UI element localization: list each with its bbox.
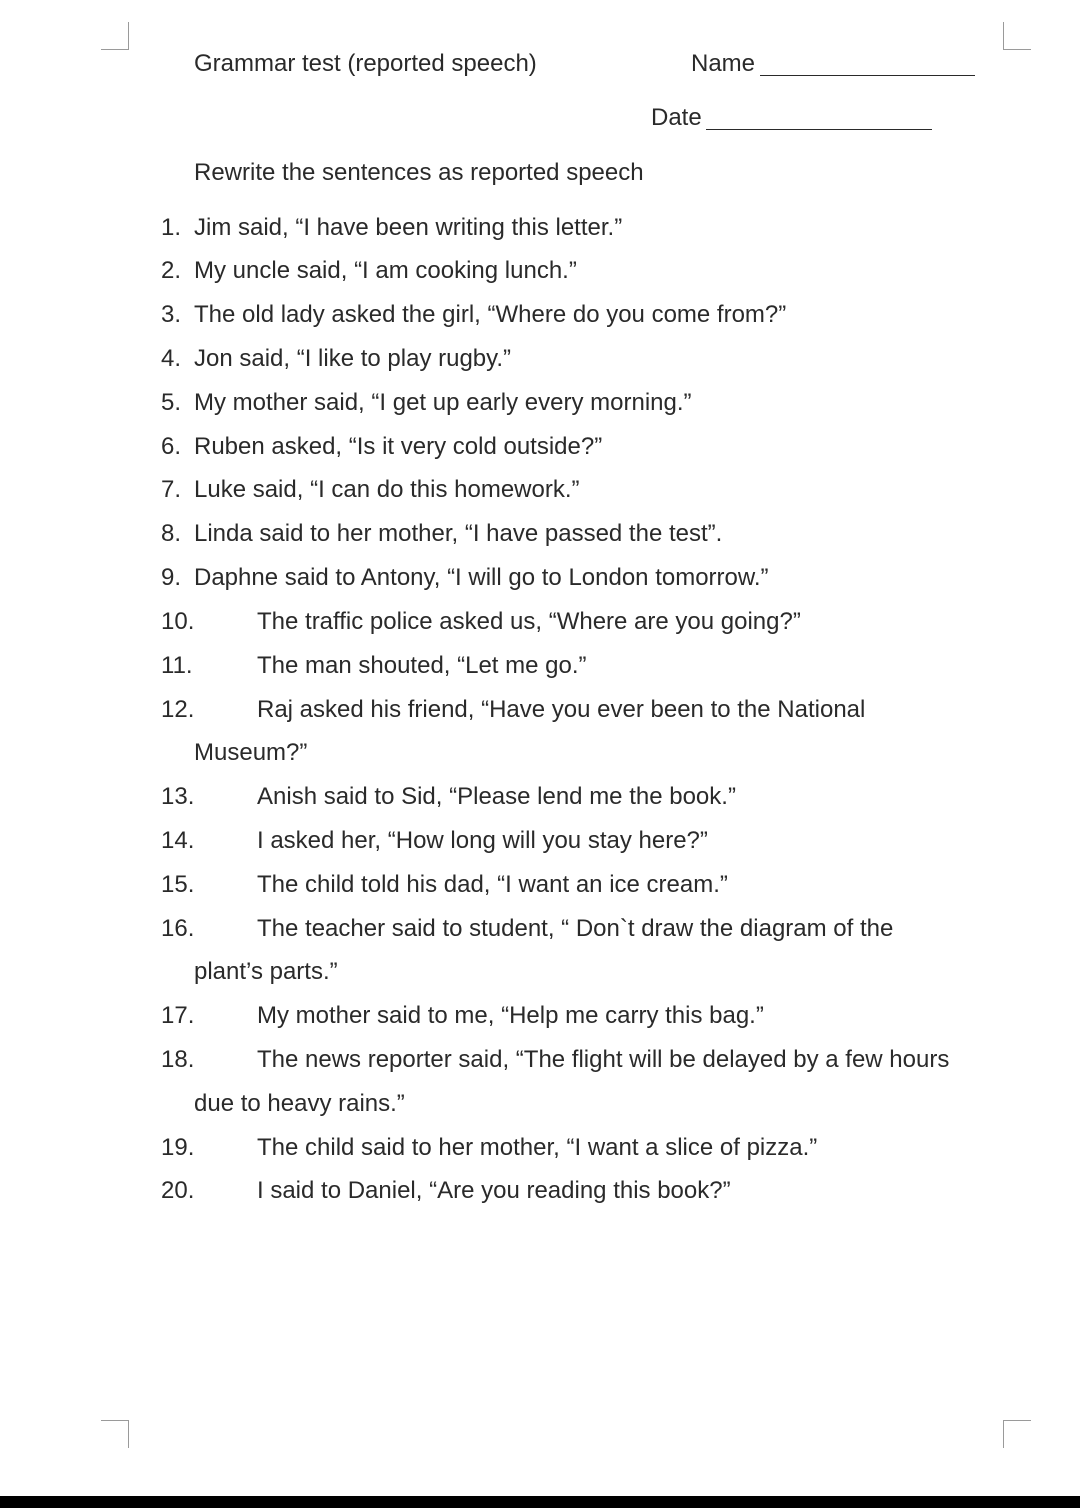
question-text: Raj asked his friend, “Have you ever been to the National bbox=[257, 696, 866, 723]
question-number: 8. bbox=[161, 520, 182, 547]
question-text: My mother said to me, “Help me carry this bag.” bbox=[257, 1002, 764, 1029]
question-number: 1. bbox=[161, 214, 182, 241]
bottom-bar bbox=[0, 1496, 1080, 1508]
name-label: Name bbox=[691, 50, 756, 77]
date-label: Date bbox=[651, 104, 702, 131]
question-number: 12. bbox=[161, 696, 195, 723]
question-text: I asked her, “How long will you stay here?” bbox=[257, 827, 708, 854]
question-text: Ruben asked, “Is it very cold outside?” bbox=[194, 433, 603, 460]
crop-mark-bottom-left bbox=[101, 1420, 129, 1448]
question-text: The child said to her mother, “I want a slice of pizza.” bbox=[257, 1134, 818, 1161]
question-number: 20. bbox=[161, 1177, 195, 1204]
question-number: 18. bbox=[161, 1046, 195, 1073]
question-text: The news reporter said, “The flight will be delayed by a few hours bbox=[257, 1046, 950, 1073]
question-number: 7. bbox=[161, 476, 182, 503]
question-number: 16. bbox=[161, 915, 195, 942]
question-text-continuation: Museum?” bbox=[194, 739, 308, 766]
question-number: 19. bbox=[161, 1134, 195, 1161]
document-title: Grammar test (reported speech) bbox=[194, 50, 537, 77]
question-text: Jon said, “I like to play rugby.” bbox=[194, 345, 512, 372]
name-blank-line[interactable] bbox=[760, 75, 975, 76]
question-text: Jim said, “I have been writing this letter.” bbox=[194, 214, 623, 241]
question-text: The child told his dad, “I want an ice cream.” bbox=[257, 871, 728, 898]
question-number: 9. bbox=[161, 564, 182, 591]
question-number: 10. bbox=[161, 608, 195, 635]
crop-mark-bottom-right bbox=[1003, 1420, 1031, 1448]
question-text: I said to Daniel, “Are you reading this book?” bbox=[257, 1177, 731, 1204]
question-text: Luke said, “I can do this homework.” bbox=[194, 476, 580, 503]
question-number: 2. bbox=[161, 257, 182, 284]
question-number: 3. bbox=[161, 301, 182, 328]
question-text: The man shouted, “Let me go.” bbox=[257, 652, 587, 679]
question-number: 11. bbox=[161, 652, 193, 679]
question-number: 13. bbox=[161, 783, 195, 810]
question-text: Anish said to Sid, “Please lend me the book.” bbox=[257, 783, 736, 810]
question-text-continuation: due to heavy rains.” bbox=[194, 1090, 405, 1117]
question-text: The traffic police asked us, “Where are you going?” bbox=[257, 608, 801, 635]
question-number: 5. bbox=[161, 389, 182, 416]
question-text: The teacher said to student, “ Don`t draw the diagram of the bbox=[257, 915, 894, 942]
question-text: My uncle said, “I am cooking lunch.” bbox=[194, 257, 577, 284]
question-number: 14. bbox=[161, 827, 195, 854]
question-number: 17. bbox=[161, 1002, 195, 1029]
question-number: 15. bbox=[161, 871, 195, 898]
question-text: My mother said, “I get up early every morning.” bbox=[194, 389, 692, 416]
question-text: Daphne said to Antony, “I will go to London tomorrow.” bbox=[194, 564, 769, 591]
instructions: Rewrite the sentences as reported speech bbox=[194, 159, 644, 186]
question-number: 6. bbox=[161, 433, 182, 460]
crop-mark-top-left bbox=[101, 22, 129, 50]
crop-mark-top-right bbox=[1003, 22, 1031, 50]
question-text-continuation: plant’s parts.” bbox=[194, 958, 338, 985]
date-blank-line[interactable] bbox=[706, 129, 932, 130]
question-text: Linda said to her mother, “I have passed the test”. bbox=[194, 520, 723, 547]
question-text: The old lady asked the girl, “Where do you come from?” bbox=[194, 301, 787, 328]
question-number: 4. bbox=[161, 345, 182, 372]
